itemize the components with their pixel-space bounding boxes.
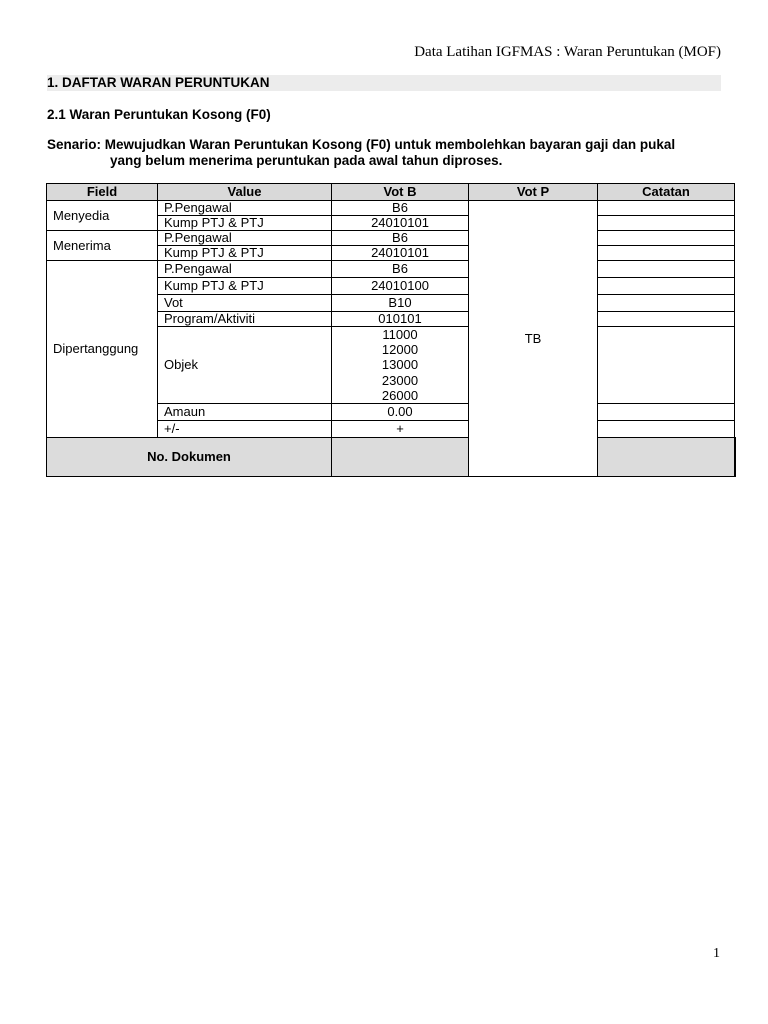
catatan-cell: [598, 278, 735, 295]
group-menyedia: Menyedia: [47, 201, 158, 231]
catatan-cell: [598, 312, 735, 327]
page-number: 1: [713, 946, 720, 961]
value-cell: Vot: [158, 295, 332, 312]
no-dokumen-votp-cell: [598, 438, 735, 477]
votb-cell: B6: [332, 201, 469, 216]
value-cell: Kump PTJ & PTJ: [158, 216, 332, 231]
header-catatan: Catatan: [598, 184, 735, 201]
objek-code: 11000: [382, 327, 418, 342]
votb-cell: 24010101: [332, 216, 469, 231]
no-dokumen-votb-cell: [332, 438, 469, 477]
catatan-cell: [598, 295, 735, 312]
votb-cell: B10: [332, 295, 469, 312]
catatan-cell: [598, 404, 735, 421]
group-dipertanggung: Dipertanggung: [47, 261, 158, 438]
value-cell: P.Pengawal: [158, 261, 332, 278]
value-cell: Kump PTJ & PTJ: [158, 246, 332, 261]
section-heading: 1. DAFTAR WARAN PERUNTUKAN: [47, 75, 721, 91]
subsection-heading: 2.1 Waran Peruntukan Kosong (F0): [47, 107, 271, 122]
votp-cell: TB: [469, 201, 598, 477]
objek-code: 26000: [381, 387, 419, 403]
catatan-cell: [598, 216, 735, 231]
catatan-cell: [598, 261, 735, 278]
header-value: Value: [158, 184, 332, 201]
votb-cell: 0.00: [332, 404, 469, 421]
votb-cell: B6: [332, 231, 469, 246]
catatan-cell: [598, 201, 735, 216]
votb-cell: B6: [332, 261, 469, 278]
scenario-text: [47, 137, 675, 169]
votb-cell: +: [332, 421, 469, 438]
value-cell: Amaun: [158, 404, 332, 421]
objek-code: 12000: [381, 342, 419, 358]
votb-cell: 24010101: [332, 246, 469, 261]
scenario-line-2: yang belum menerima peruntukan pada awal tahun diproses.: [110, 153, 503, 168]
no-dokumen-label: No. Dokumen: [47, 438, 332, 477]
objek-code: 13000: [381, 357, 419, 373]
table-header-row: [47, 184, 736, 201]
table-row: [47, 261, 736, 278]
waran-table: [46, 183, 736, 477]
table-row: [47, 231, 736, 246]
no-dokumen-row: [47, 438, 736, 477]
votb-cell: 010101: [332, 312, 469, 327]
no-dokumen-catatan-cell: [735, 438, 736, 477]
scenario-line-1: Senario: Mewujudkan Waran Peruntukan Kosong (F0) untuk membolehkan bayaran gaji dan pukal: [47, 137, 676, 152]
value-cell: Kump PTJ & PTJ: [158, 278, 332, 295]
header-field: Field: [47, 184, 158, 201]
catatan-cell: [598, 246, 735, 261]
header-vot-p: Vot P: [469, 184, 598, 201]
catatan-cell: [598, 327, 735, 404]
document-header-title: Data Latihan IGFMAS : Waran Peruntukan (MOF): [414, 44, 721, 60]
table-row: [47, 201, 736, 216]
value-cell: Program/Aktiviti: [158, 312, 332, 327]
objek-code: 23000: [381, 372, 419, 388]
votb-cell: 24010100: [332, 278, 469, 295]
catatan-cell: [598, 421, 735, 438]
value-cell: P.Pengawal: [158, 231, 332, 246]
value-cell: +/-: [158, 421, 332, 438]
value-cell: P.Pengawal: [158, 201, 332, 216]
header-vot-b: Vot B: [332, 184, 469, 201]
group-menerima: Menerima: [47, 231, 158, 261]
value-cell: Objek: [158, 327, 332, 404]
votb-objek-list: [332, 327, 469, 404]
catatan-cell: [598, 231, 735, 246]
